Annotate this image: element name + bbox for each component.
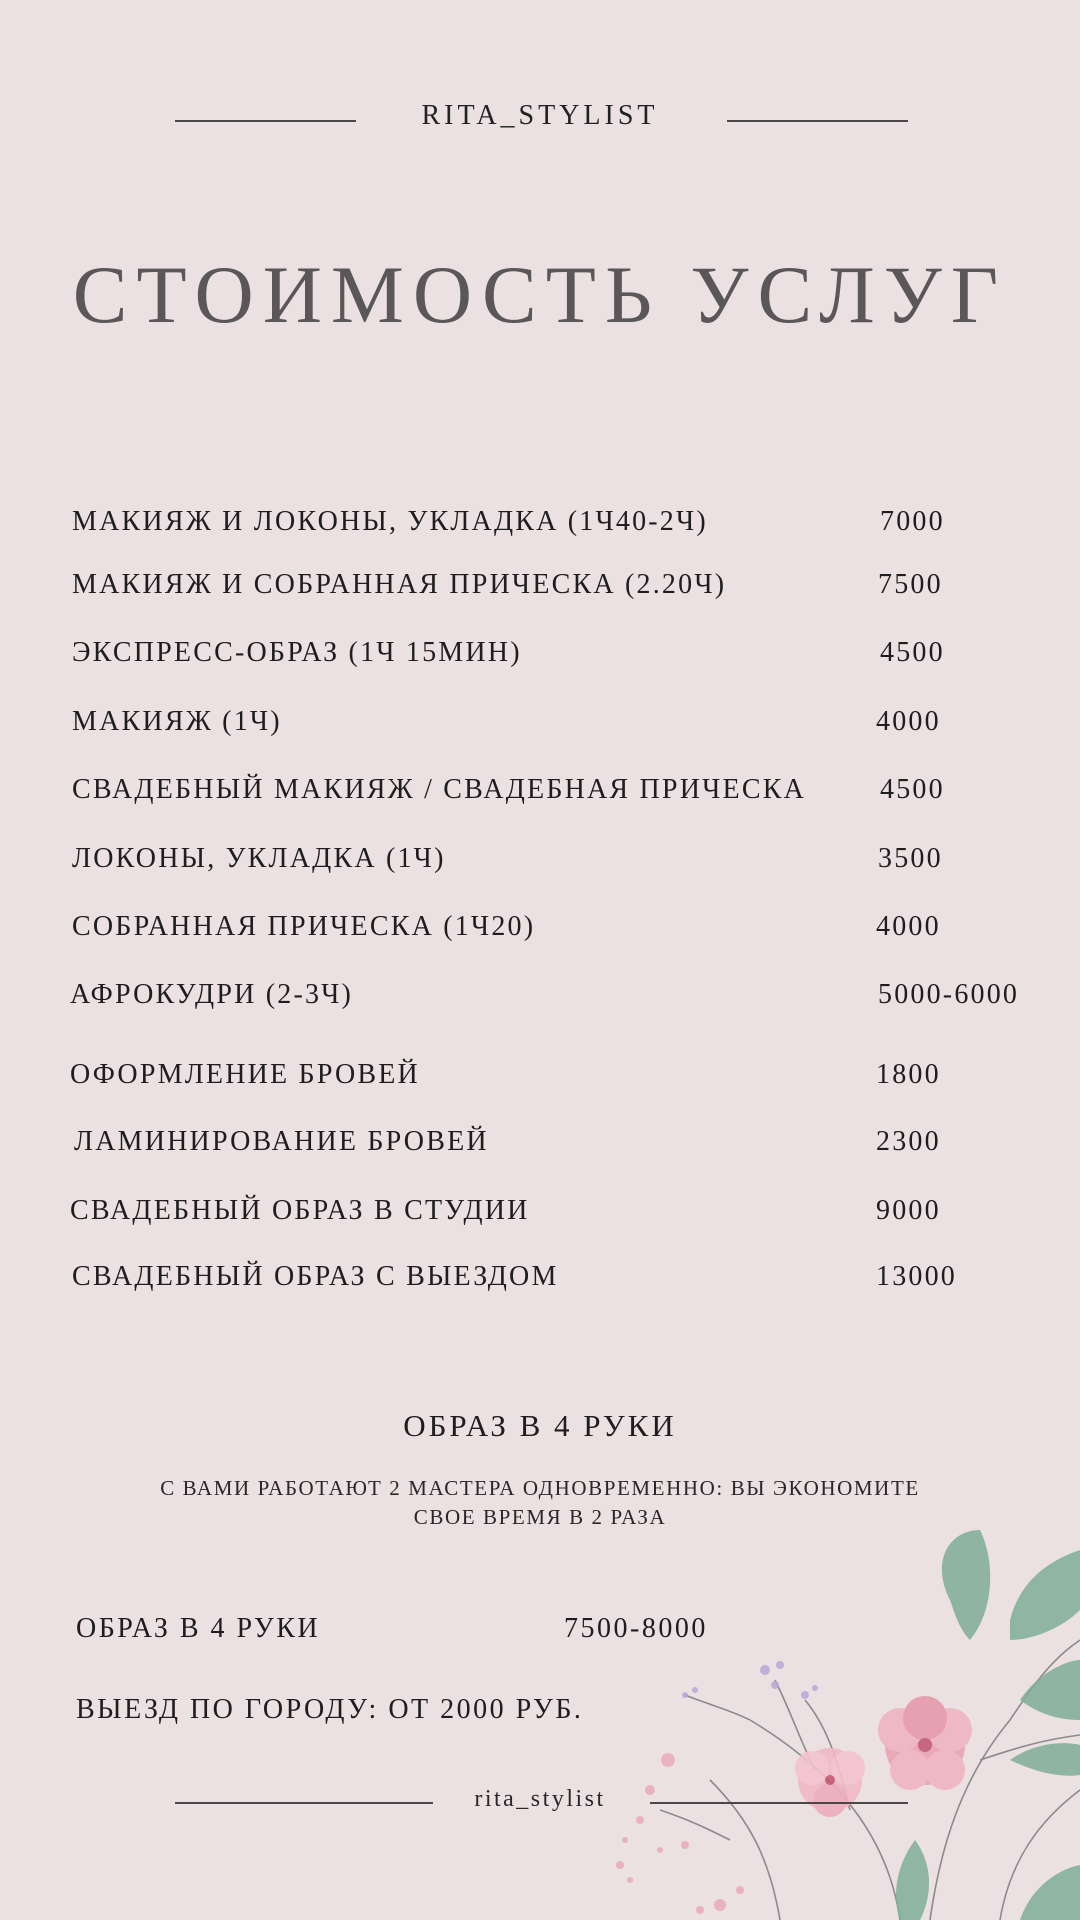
service-price: 7500 — [878, 569, 943, 600]
description-line: С ВАМИ РАБОТАЮТ 2 МАСТЕРА ОДНОВРЕМЕННО: ВЫ ЭКОНОМИТЕ — [160, 1476, 920, 1500]
price-row — [0, 1261, 1080, 1301]
service-price: 4500 — [880, 774, 945, 805]
service-name: СВАДЕБНЫЙ МАКИЯЖ / СВАДЕБНАЯ ПРИЧЕСКА — [72, 774, 806, 805]
service-price: 13000 — [876, 1261, 957, 1292]
price-row — [0, 1059, 1080, 1099]
price-row — [0, 843, 1080, 883]
service-price: 4000 — [876, 706, 941, 737]
price-row — [0, 774, 1080, 814]
service-price: 3500 — [878, 843, 943, 874]
service-name: МАКИЯЖ И ЛОКОНЫ, УКЛАДКА (1Ч40-2Ч) — [72, 506, 708, 537]
description-line: СВОЕ ВРЕМЯ В 2 РАЗА — [413, 1505, 667, 1529]
price-row — [0, 979, 1080, 1019]
floral-watercolor-icon — [600, 1520, 1080, 1920]
service-name: СОБРАННАЯ ПРИЧЕСКА (1Ч20) — [72, 911, 536, 942]
service-price: 7000 — [880, 506, 945, 537]
travel-note: ВЫЕЗД ПО ГОРОДУ: ОТ 2000 РУБ. — [76, 1694, 584, 1725]
price-row — [0, 1195, 1080, 1235]
header-divider-right — [727, 120, 908, 122]
price-row — [0, 706, 1080, 746]
service-price: 4500 — [880, 637, 945, 668]
price-row — [0, 569, 1080, 609]
footer-brand: rita_stylist — [474, 1786, 606, 1812]
service-name: СВАДЕБНЫЙ ОБРАЗ С ВЫЕЗДОМ — [72, 1261, 559, 1292]
brand-name: RITA_STYLIST — [421, 100, 659, 131]
section-title-four-hands: ОБРАЗ В 4 РУКИ — [403, 1408, 677, 1443]
four-hands-item-label: ОБРАЗ В 4 РУКИ — [76, 1613, 321, 1644]
service-price: 9000 — [876, 1195, 941, 1226]
service-name: СВАДЕБНЫЙ ОБРАЗ В СТУДИИ — [70, 1195, 530, 1226]
price-row — [0, 1126, 1080, 1166]
price-row — [0, 637, 1080, 677]
service-name: МАКИЯЖ И СОБРАННАЯ ПРИЧЕСКА (2.20Ч) — [72, 569, 727, 600]
service-price: 5000-6000 — [878, 979, 1020, 1010]
price-row — [0, 506, 1080, 546]
service-price: 1800 — [876, 1059, 941, 1090]
page-title: СТОИМОСТЬ УСЛУГ — [72, 249, 1008, 340]
service-price: 4000 — [876, 911, 941, 942]
service-name: ОФОРМЛЕНИЕ БРОВЕЙ — [70, 1059, 420, 1090]
footer-divider-right — [650, 1802, 908, 1804]
price-row — [0, 911, 1080, 951]
service-name: АФРОКУДРИ (2-3Ч) — [70, 979, 354, 1010]
service-name: ЭКСПРЕСС-ОБРАЗ (1Ч 15МИН) — [72, 637, 522, 668]
service-name: ЛАМИНИРОВАНИЕ БРОВЕЙ — [74, 1126, 489, 1157]
service-name: МАКИЯЖ (1Ч) — [72, 706, 282, 737]
service-price: 2300 — [876, 1126, 941, 1157]
service-name: ЛОКОНЫ, УКЛАДКА (1Ч) — [72, 843, 446, 874]
four-hands-item-price: 7500-8000 — [564, 1613, 708, 1644]
